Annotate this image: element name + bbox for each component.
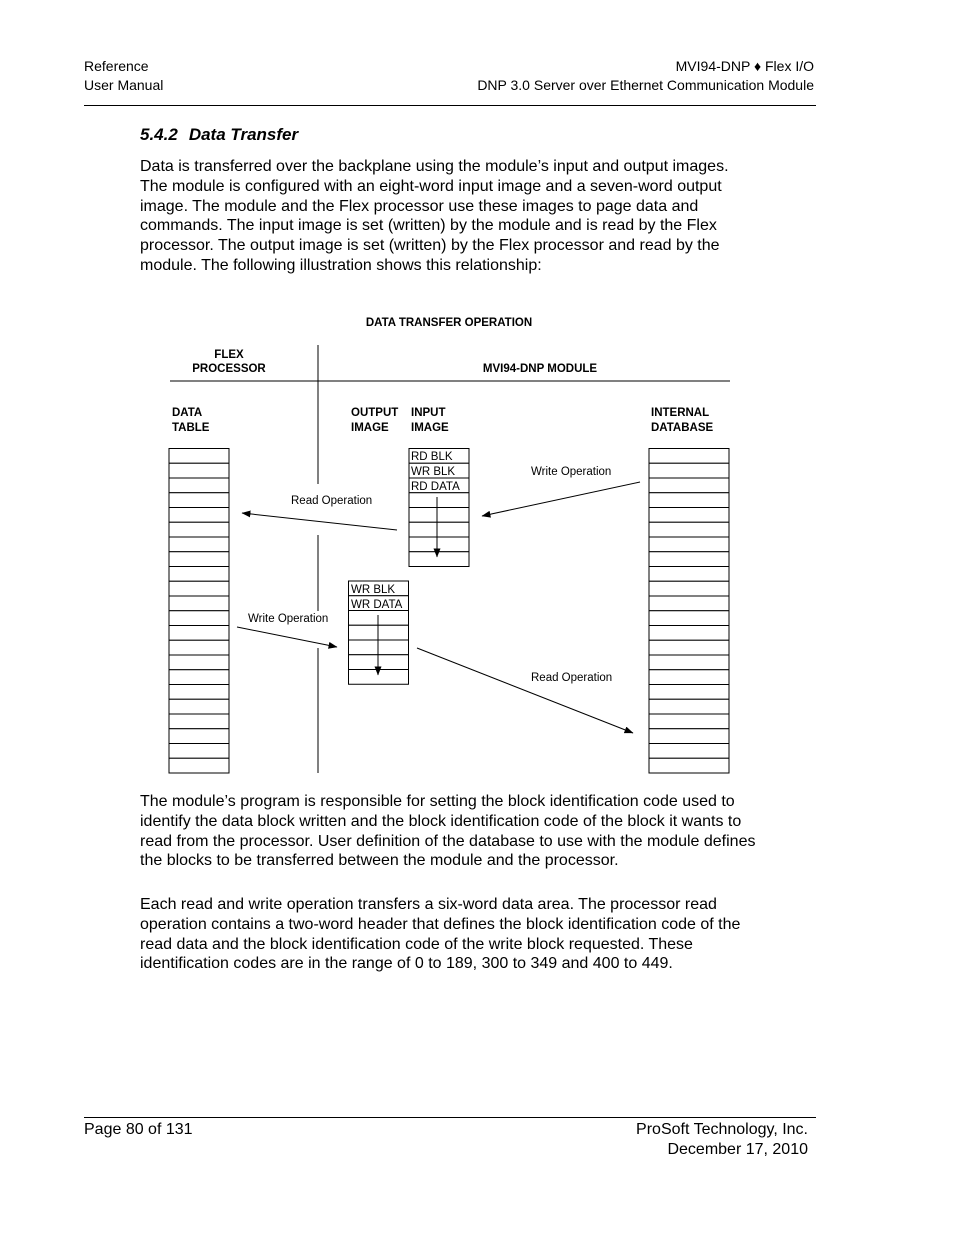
data-table-label-line2: TABLE [172,422,210,434]
input-image-row [409,522,469,537]
data-table-row [169,626,229,641]
data-table-row [169,537,229,552]
internal-database-row [649,729,729,744]
header-product: MVI94-DNP ♦ Flex I/O [675,58,814,74]
internal-database-row [649,685,729,700]
data-table-row [169,463,229,478]
data-table-label-line1: DATA [172,407,203,419]
read-operation-arrow-bottom [417,648,633,733]
internal-database-row [649,567,729,582]
footer-date: December 17, 2010 [667,1140,808,1158]
internal-database-row [649,611,729,626]
footer-company: ProSoft Technology, Inc. [636,1121,808,1138]
internal-database-row [649,596,729,611]
paragraph-program: The module’s program is responsible for setting the block identification code used to identify the data block written and the block identification code of the block it wants to read from the processor. User definition of the database to use with the module defines the blocks to be transferred between the module and the processor. [140,793,756,870]
input-image-row [409,537,469,552]
internal-database-row [649,758,729,773]
write-operation-arrow-top [482,482,640,516]
diagram-title: DATA TRANSFER OPERATION [365,317,533,329]
output-image-label-line1: OUTPUT [351,407,399,419]
output-cell-wr-data: WR DATA [351,599,403,611]
header-user-manual: User Manual [84,77,164,93]
internal-database-row [649,581,729,596]
read-operation-label-left: Read Operation [291,495,373,507]
header-reference: Reference [84,58,149,74]
section-title: Data Transfer [188,125,299,144]
output-cell-wr-blk: WR BLK [351,584,396,596]
input-image-label-line2: IMAGE [411,422,449,434]
internal-database-row [649,655,729,670]
internal-database-row [649,670,729,685]
internal-database-row [649,537,729,552]
internal-database-row [649,699,729,714]
internal-database-label-line1: INTERNAL [651,407,710,419]
write-operation-label-left: Write Operation [248,613,329,625]
write-operation-label-top: Write Operation [531,466,612,478]
input-cell-wr-blk: WR BLK [411,466,456,478]
flex-processor-label-line1: FLEX [214,349,244,361]
output-image-label-line2: IMAGE [351,422,389,434]
write-operation-arrow-left [237,627,337,647]
input-image-label-line1: INPUT [411,407,446,419]
internal-database-row [649,478,729,493]
data-table-row [169,758,229,773]
data-table-row [169,685,229,700]
data-table-row [169,581,229,596]
internal-database-row [649,493,729,508]
paragraph-intro: Data is transferred over the backplane using the module’s input and output images. The module is configured with an eight-word input image and a seven-word output image. The module and the Flex processor use these images to page data and commands. The input image is set (written) by the module and is read by the Flex processor. The output image is set (written) by the Flex processor and read by the module. The following illustration shows this relationship: [140,158,729,274]
data-table-row [169,567,229,582]
data-table-row [169,714,229,729]
paragraph-read-write: Each read and write operation transfers a six-word data area. The processor read operation contains a two-word header that defines the block identification code of the read data and the block identification code of the write block requested. These identification codes are in the range of 0 to 189, 300 to 349 and 400 to 449. [140,896,741,973]
internal-database-row [649,626,729,641]
flex-processor-label-line2: PROCESSOR [192,363,266,375]
input-image-row [409,552,469,567]
internal-database-row [649,463,729,478]
internal-database-label-line2: DATABASE [651,422,714,434]
internal-database-row [649,508,729,523]
internal-database-row [649,449,729,464]
section-number: 5.4.2 [140,125,178,144]
internal-database-column [649,449,729,774]
data-table-row [169,655,229,670]
internal-database-row [649,714,729,729]
data-table-row [169,699,229,714]
header-module-description: DNP 3.0 Server over Ethernet Communication Module [477,77,814,93]
footer-page-number: Page 80 of 131 [84,1121,193,1138]
data-table-row [169,744,229,759]
data-table-row [169,478,229,493]
footer-right [636,1120,808,1159]
input-image-row [409,508,469,523]
input-image-row [409,493,469,508]
internal-database-row [649,744,729,759]
data-table-row [169,729,229,744]
read-operation-arrow-left [242,513,397,530]
data-table-row [169,670,229,685]
read-operation-label-bottom: Read Operation [531,672,613,684]
internal-database-row [649,552,729,567]
input-cell-rd-data: RD DATA [411,481,460,493]
data-table-row [169,640,229,655]
data-table-row [169,552,229,567]
internal-database-row [649,640,729,655]
input-cell-rd-blk: RD BLK [411,451,453,463]
module-label: MVI94-DNP MODULE [482,363,598,375]
data-table-row [169,596,229,611]
internal-database-row [649,522,729,537]
data-table-row [169,493,229,508]
data-table-row [169,508,229,523]
data-table-row [169,449,229,464]
footer-rule [84,1117,816,1118]
data-table-row [169,522,229,537]
data-table-row [169,611,229,626]
data-table-column [169,449,229,774]
